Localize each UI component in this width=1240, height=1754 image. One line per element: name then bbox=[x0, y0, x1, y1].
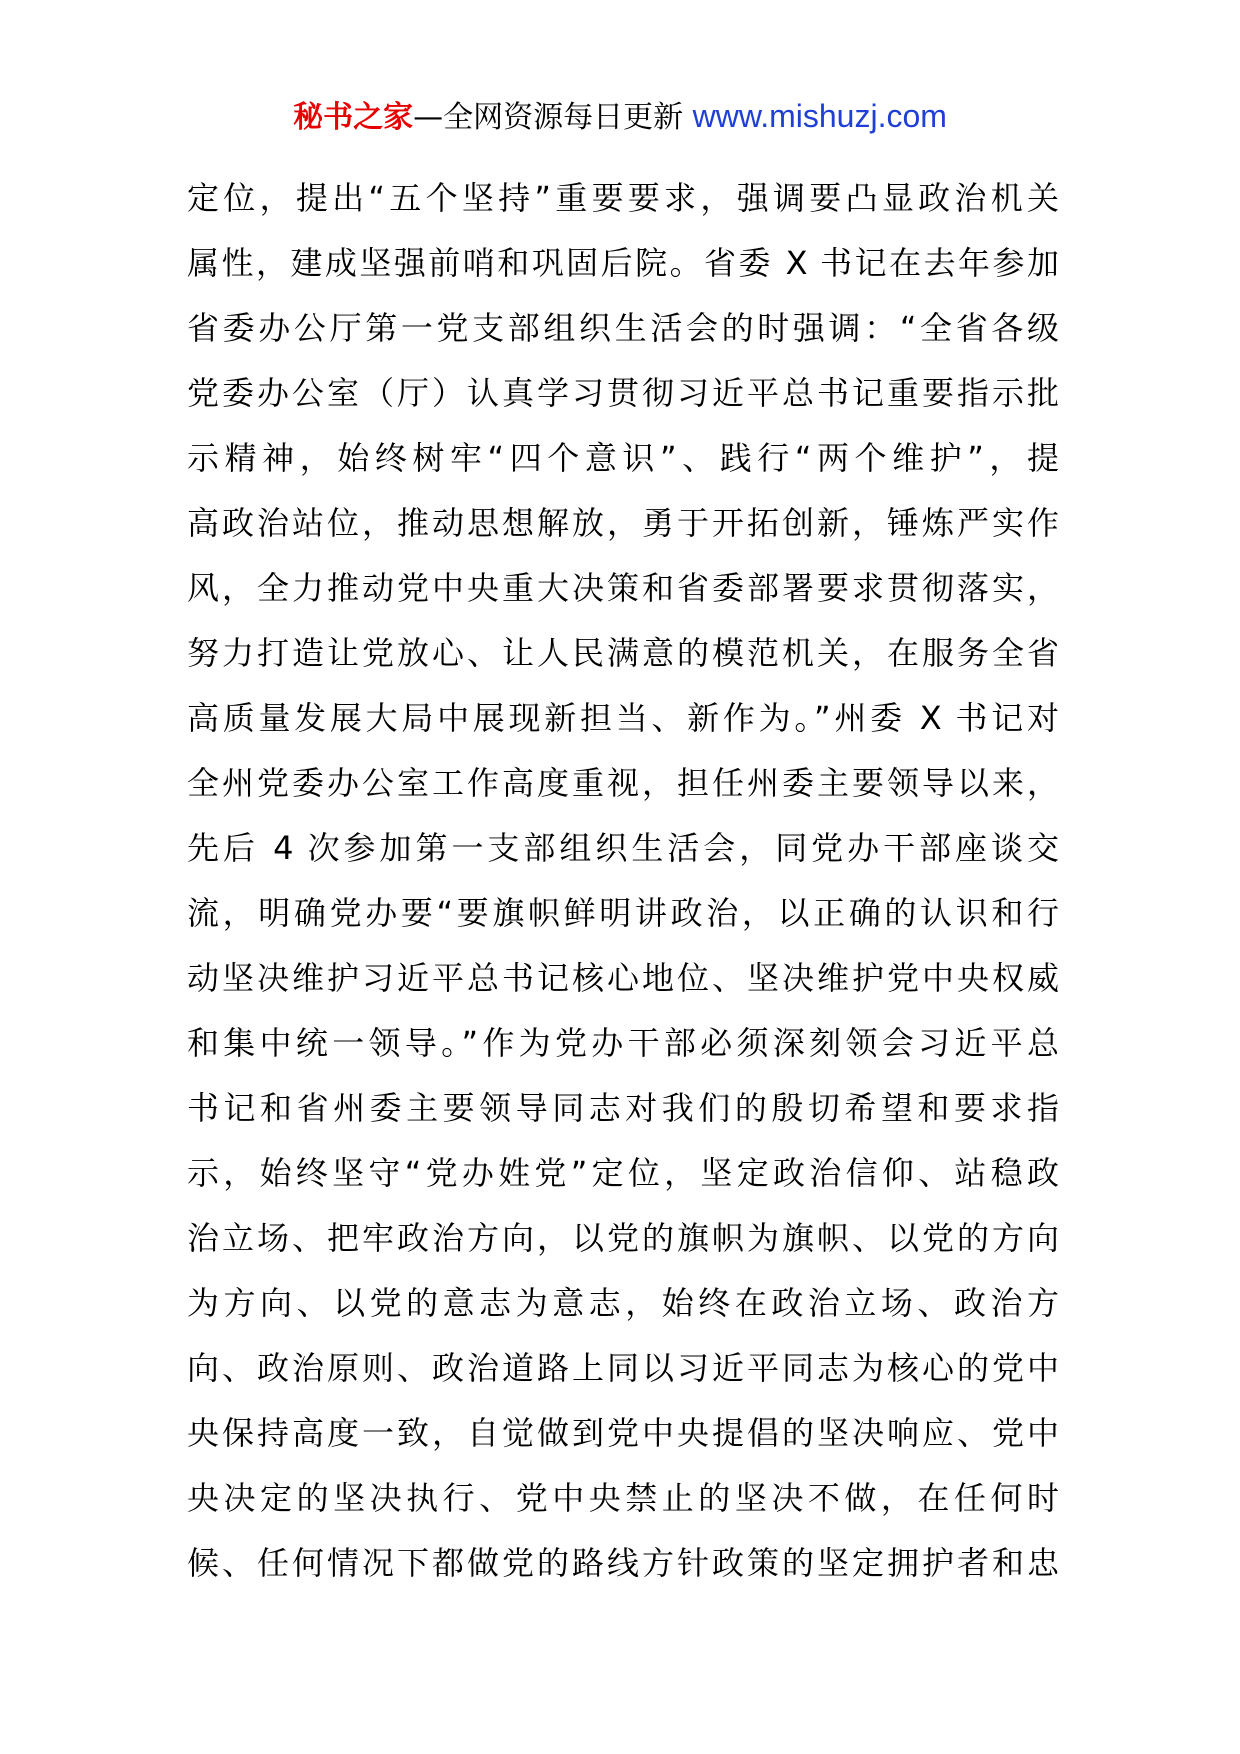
text-line: 努力打造让党放心、让人民满意的模范机关，在服务全省 bbox=[187, 634, 1059, 672]
text-line: 示，始终坚守“党办姓党”定位，坚定政治信仰、站稳政 bbox=[187, 1154, 1059, 1192]
text-line: 属性，建成坚强前哨和巩固后院。省委 X 书记在去年参加 bbox=[187, 244, 1059, 282]
text-line: 央保持高度一致，自觉做到党中央提倡的坚决响应、党中 bbox=[187, 1414, 1059, 1452]
text-line: 治立场、把牢政治方向，以党的旗帜为旗帜、以党的方向 bbox=[187, 1219, 1059, 1257]
document-body bbox=[187, 166, 1059, 1596]
brand-name: 秘书之家 bbox=[293, 100, 414, 135]
text-line: 为方向、以党的意志为意志，始终在政治立场、政治方 bbox=[187, 1284, 1059, 1322]
text-line: 示精神，始终树牢“四个意识”、践行“两个维护”，提 bbox=[187, 439, 1059, 477]
text-line: 高政治站位，推动思想解放，勇于开拓创新，锤炼严实作 bbox=[187, 504, 1059, 542]
text-line: 动坚决维护习近平总书记核心地位、坚决维护党中央权威 bbox=[187, 959, 1059, 997]
site-header bbox=[0, 96, 1240, 138]
text-line: 全州党委办公室工作高度重视，担任州委主要领导以来， bbox=[187, 764, 1059, 802]
text-line: 先后 4 次参加第一支部组织生活会，同党办干部座谈交 bbox=[187, 829, 1059, 867]
text-line: 党委办公室（厅）认真学习贯彻习近平总书记重要指示批 bbox=[187, 374, 1059, 412]
text-line: 书记和省州委主要领导同志对我们的殷切希望和要求指 bbox=[187, 1089, 1059, 1127]
header-tagline: —全网资源每日更新 bbox=[413, 100, 693, 135]
text-line: 流，明确党办要“要旗帜鲜明讲政治，以正确的认识和行 bbox=[187, 894, 1059, 932]
text-line: 央决定的坚决执行、党中央禁止的坚决不做，在任何时 bbox=[187, 1479, 1059, 1517]
text-line: 省委办公厅第一党支部组织生活会的时强调：“全省各级 bbox=[187, 309, 1059, 347]
text-line: 候、任何情况下都做党的路线方针政策的坚定拥护者和忠 bbox=[187, 1544, 1059, 1582]
text-line: 高质量发展大局中展现新担当、新作为。”州委 X 书记对 bbox=[187, 699, 1059, 737]
text-line: 风，全力推动党中央重大决策和省委部署要求贯彻落实， bbox=[187, 569, 1059, 607]
text-line: 和集中统一领导。”作为党办干部必须深刻领会习近平总 bbox=[187, 1024, 1059, 1062]
site-url-link[interactable]: www.mishuzj.com bbox=[692, 98, 947, 134]
text-line: 向、政治原则、政治道路上同以习近平同志为核心的党中 bbox=[187, 1349, 1059, 1387]
text-line: 定位，提出“五个坚持”重要要求，强调要凸显政治机关 bbox=[187, 179, 1059, 217]
